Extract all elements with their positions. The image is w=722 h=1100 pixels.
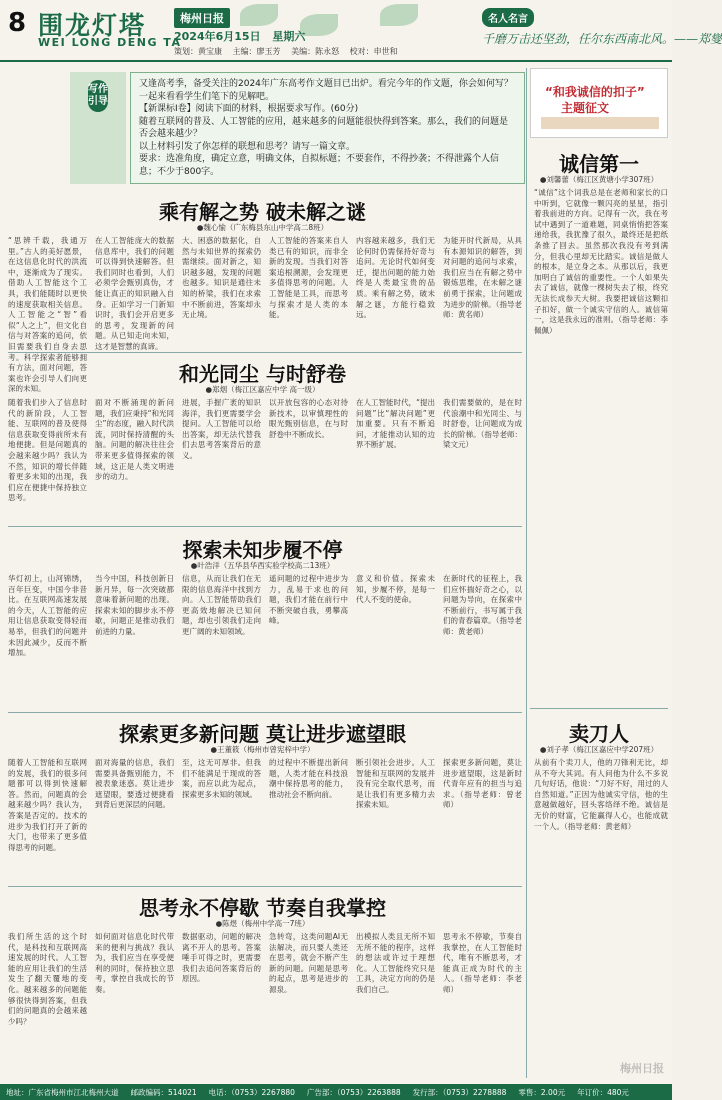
editor: 美编：陈永怒 (291, 47, 340, 56)
divider (8, 712, 522, 713)
article-column: 华灯初上，山河锦绣，百年巨变，中国今非昔比。在互联网高速发展的今天，人工智能的应用让信息获取变得轻而易举，但我们的问题并未因此减少，反而不断增加。 (8, 574, 87, 658)
article-column: 信息，从而让我们在无限的信息海洋中找到方向。人工智能帮助我们更高效地解决已知问题，却也引领我们走向更广阔的未知领域。 (182, 574, 261, 636)
footer-item: 电话：（0753）2267880 (208, 1087, 295, 1097)
article-column: 数据驱动，问题的解决离不开人的思考。答案唾手可得之时，更需要我们去追问答案背后的原因。 (182, 932, 261, 984)
footer-item: 年订价：480元 (577, 1087, 629, 1097)
article-author: ●魏心愉（广东梅县东山中学高二8班） (196, 223, 329, 232)
quote-motto: 千磨万击还坚劲，任尔东西南北风。——郑燮 (482, 32, 722, 46)
poster-decoration (541, 117, 659, 129)
divider (8, 886, 522, 887)
leaf-decoration (380, 4, 418, 26)
divider (530, 708, 668, 709)
footer-item: 广告部：（0753）2263888 (306, 1087, 401, 1097)
poster-subtitle: 主题征文 (561, 101, 610, 115)
article-column: 遥问题的过程中进步为力，乱易于求也的问题，我们才能在前行中不断突破自我，勇攀高峰。 (269, 574, 348, 626)
article-column: 人工智能的答案来自人类已有的知识，而非全新的发现。当我们对答案追根溯源，会发现更多值得思考的问题。人工智能是工具，而思考与探索才是人类的本能。 (269, 236, 348, 320)
essay-author: ●刘馨蕾（梅江区黄塘小学307班） (539, 175, 659, 184)
article-column: 我们需要做的，是在时代浪潮中和光同尘、与时舒卷，让问题成为成长的阶梯。（指导老师：梁文元） (443, 398, 522, 450)
article-column: 在人工智能庞大的数据信息库中，我们的问题可以得到快速解答。但我们同时也看到，人们必须学会甄别真伪，才能让真正的知识融入自身。正如学习一门新知识时，我们会开启更多的思考，发现新的问题。从已知走向未知，这才是智慧的真谛。 (95, 236, 174, 351)
essay-body: 从前有个卖刀人，他的刀锋利无比，却从不夸大其词。有人问他为什么不多说几句好话，他说：“刀好不好，用过的人自然知道。”正因为他诚实守信，他的生意越做越好，回头客络绎不绝。诚信是无价的财富，它能赢得人心，也能成就一个人。（指导老师：黄老师） (534, 758, 668, 831)
article-column: 至，这无可厚非。但我们不能满足于现成的答案，而应以此为起点，探索更多未知的领域。 (182, 758, 261, 799)
article-column: 面对海量的信息，我们需要具备甄别能力，不被表象迷惑。莫让进步遮望眼，要透过便捷看到背后更深层的问题。 (95, 758, 174, 810)
article-column: 大、困惑的数据化，自然与未知世界的探索仍需继续。面对新之，知识越多越，发现的问题也越多。知识是通往未知的桥梁，我们在求索中不断前进，答案却永无止境。 (182, 236, 261, 320)
prompt-side-label: 写作引导 (88, 80, 108, 112)
date-line (174, 28, 313, 44)
poster-title: “和我诚信的扣子” (545, 85, 645, 99)
article-title: 探索未知步履不停 (182, 538, 343, 562)
article-column: 当今中国，科技创新日新月异，每一次突破都意味着新问题的出现。探索未知的脚步永不停歇，问题正是推动我们前进的力量。 (95, 574, 174, 636)
article-column: 的过程中不断提出新问题，人类才能在科技浪潮中保持思考的能力，推动社会不断向前。 (269, 758, 348, 799)
article-column: 急转弯，这类问题AI无法解决，而只要人类还在思考，就会不断产生新的问题。问题是思考的起点，思考是进步的源泉。 (269, 932, 348, 994)
article-column: 出模拟人类且无所不知无所不能的程序，这样的想法或许过于理想化。人工智能终究只是工具，决定方向的仍是我们自己。 (356, 932, 435, 994)
article-column: 探索更多新问题，莫让进步遮望眼，这是新时代青年应有的担当与追求。（指导老师：曾老师） (443, 758, 522, 810)
article-body (8, 398, 522, 518)
article-title: 探索更多新问题 莫让进步遮望眼 (119, 722, 406, 746)
article-column: 随着人工智能和互联网的发展，我们的很多问题都可以得到快速解答。然而，问题真的会越来越少吗？我认为，答案是否定的。技术的进步为我们打开了新的大门，也带来了更多值得思考的问题。 (8, 758, 87, 852)
article-column: 意义和价值。探索未知，步履不停，是每一代人不变的使命。 (356, 574, 435, 605)
editor: 策划：黄宝康 (174, 47, 222, 56)
column-divider (526, 68, 527, 1078)
essay-author: ●刘子孝（梅江区嘉应中学207班） (539, 745, 659, 754)
article-body (8, 932, 522, 1072)
article-column: 以开放包容的心态对待新技术，以审慎理性的眼光甄别信息，在与时舒卷中不断成长。 (269, 398, 348, 439)
article-title: 和光同尘 与时舒卷 (179, 362, 346, 386)
article-column: 进展，手握广袤的知识海洋，我们更需要学会提问。人工智能可以给出答案，却无法代替我们去思考答案背后的意义。 (182, 398, 261, 460)
watermark-stamp: 梅州日报 (620, 1062, 664, 1075)
article-body (8, 758, 522, 878)
quote-badge: 名人名言 (482, 8, 534, 27)
prompt-line: 以上材料引发了你怎样的联想和思考？请写一篇文章。 (139, 141, 356, 152)
article-author: ●叶浩洋（五华县华西实验学校高二13班） (190, 561, 335, 570)
article-column: 面对不断涌现的新问题，我们应秉持“和光同尘”的态度，融入时代洪流，同时保持清醒的头脑。问题的解决往往会带来更多值得探索的领域，这正是人类文明进步的动力。 (95, 398, 174, 482)
contest-poster (530, 68, 668, 138)
footer-item: 邮政编码：514021 (130, 1087, 197, 1097)
masthead (0, 0, 722, 62)
divider (8, 526, 522, 527)
article-column: 在新时代的征程上，我们应怀揣好奇之心，以问题为导向，在探索中不断前行，书写属于我们的青春篇章。（指导老师：黄老师） (443, 574, 522, 636)
prompt-line: 又逢高考季，备受关注的2024年广东高考作文题目已出炉。看完今年的作文题，你会如何写？一起来看看学生们笔下的见解吧。 (139, 79, 513, 102)
article-author: ●郑烟（梅江区嘉应中学 高一级） (205, 385, 320, 394)
page-title-pinyin: WEI LONG DENG TA (38, 36, 182, 49)
article-column: 为能开时代新局，从具有本源知识的解答，到对问题的追问与求索，我们应当在有解之势中锻炼思维，在未解之谜前勇于探索，让问题成为进步的阶梯。（指导老师：黄名师） (443, 236, 522, 320)
prompt-box (130, 72, 525, 184)
right-column (530, 68, 668, 1068)
page-number: 8 (8, 8, 27, 38)
article-column: 随着我们步入了信息时代的新阶段，人工智能、互联网的普及使得信息获取变得前所未有地便捷。但是问题真的会越来越少吗？我认为不然，知识的增长伴随着更多未知的出现，我们应在便捷中保持独立思考。 (8, 398, 87, 503)
prompt-side-panel (70, 72, 126, 184)
weekday: 星期六 (272, 30, 306, 43)
article-body (8, 574, 522, 704)
article-column: 在人工智能时代，“提出问题”比“解决问题”更加重要。只有不断追问，才能推动认知的边界不断扩展。 (356, 398, 435, 450)
leaf-decoration (240, 4, 278, 26)
editor: 校对：申世和 (349, 47, 398, 56)
editor-line (174, 46, 406, 57)
article-title: 思考永不停歇 节奏自我掌控 (139, 896, 386, 920)
essay-body: “诚信”这个词我总是在老师和家长的口中听到，它就像一颗闪亮的星星，指引着我前进的方向。记得有一次，我在考试中遇到了一道难题，同桌悄悄把答案递给我，我犹豫了很久，最终还是把纸条推了回去。虽然那次我没有考到满分，但我心里却无比踏实。诚信是做人的根本，是立身之本。从那以后，我更加明白了诚信的重要性。一个人如果失去了诚信，就像一棵树失去了根，终究无法长成参天大树。我要把诚信这颗扣子扣好，做一个诚实守信的人。诚信第一，这是我永远的准则。（指导老师：李佩佩） (534, 188, 668, 335)
article-column: “思辨千载，我通万里。”古人的美好愿景，在这信息化时代的洪流中，逐渐成为了现实。借助人工智能这个工具，我们能随时以更快的速度获取相关信息。人工智能之“智”看似“人之上”，但文化自信与对答案的追问，依旧需要我们自身去思考。科学探索者能够拥有方法，面对问题，答案也许会引导人们向更深的未知。 (8, 236, 87, 394)
essay-title: 卖刀人 (569, 722, 629, 746)
article-column: 如何面对信息化时代带来的便利与挑战？我认为，我们应当在享受便利的同时，保持独立思考，掌控自我成长的节奏。 (95, 932, 174, 994)
divider (8, 352, 522, 353)
essay-title: 诚信第一 (559, 152, 639, 176)
paper-logo: 梅州日报 (174, 8, 230, 28)
article-column: 思考永不停歇，节奏自我掌控，在人工智能时代，唯有不断思考，才能真正成为时代的主人。（指导老师：李老师） (443, 932, 522, 994)
masthead-rule (0, 60, 672, 62)
editor: 主编：廖玉芳 (232, 47, 281, 56)
prompt-line: 要求：选准角度，确定立意，明确文体，自拟标题；不要套作，不得抄袭；不得泄露个人信息；不少于800字。 (139, 154, 500, 177)
article-column: 内容越来越多，我们无论何时仍需保持好奇与追问。无论时代如何变迁，提出问题的能力始终是人类最宝贵的品质。乘有解之势，破未解之谜，方能行稳致远。 (356, 236, 435, 320)
footer-item: 地址：广东省梅州市江北梅州大道 (6, 1087, 119, 1097)
article-column: 我们所生活的这个时代，是科技和互联网高速发展的时代。人工智能的应用让我们的生活发生了翻天覆地的变化。越来越多的问题能够很快得到答案，但我们的问题真的会越来越少吗？ (8, 932, 87, 1026)
footer-item: 零售：2.00元 (518, 1087, 566, 1097)
article-author: ●王董筱（梅州市曾宪梓中学） (210, 745, 315, 754)
article-author: ●陈煜（梅州中学高一7班） (215, 919, 310, 928)
footer-bar (0, 1084, 672, 1100)
page-title: 围龙灯塔 (38, 11, 147, 40)
prompt-line: 随着互联网的普及、人工智能的应用，越来越多的问题能很快得到答案。那么，我们的问题是否会越来越少？ (139, 116, 509, 139)
prompt-line: 【新课标Ⅰ卷】阅读下面的材料，根据要求写作。(60分) (139, 104, 359, 114)
footer-item: 发行部：（0753）2278888 (412, 1087, 507, 1097)
date: 2024年6月15日 (174, 30, 261, 43)
article-title: 乘有解之势 破未解之谜 (159, 200, 366, 224)
article-column: 断引领社会进步。人工智能和互联网的发展并没有完全取代思考，而是让我们有更多精力去探索未知。 (356, 758, 435, 810)
